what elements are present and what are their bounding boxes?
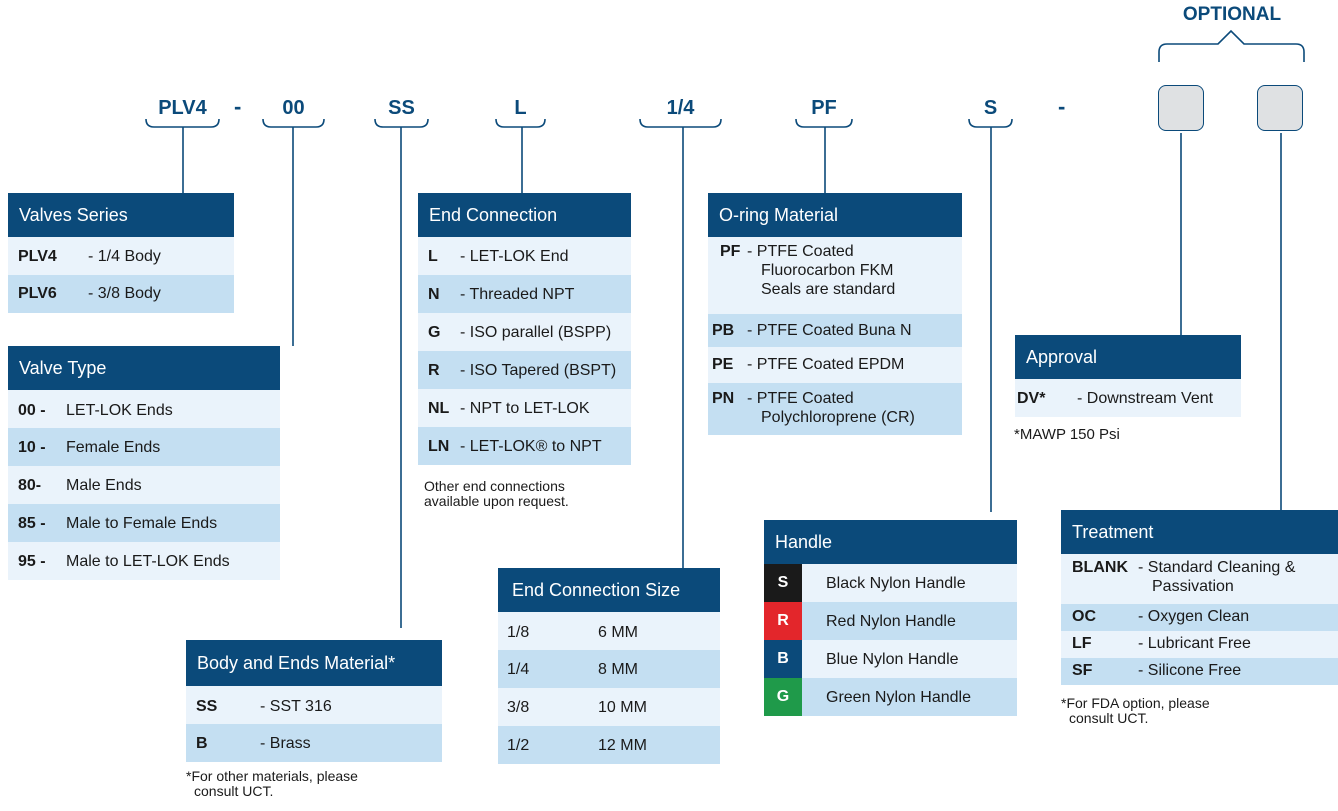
end-connection-title: End Connection xyxy=(418,193,631,237)
handle-swatch-blue: B xyxy=(764,640,802,678)
table-row: R Red Nylon Handle xyxy=(764,602,1017,640)
valve-type-title: Valve Type xyxy=(8,346,280,390)
handle-swatch-black: S xyxy=(764,564,802,602)
table-row: LF - Lubricant Free xyxy=(1061,631,1338,658)
table-row: DV* - Downstream Vent xyxy=(1015,379,1241,417)
table-row: PE - PTFE Coated EPDM xyxy=(708,347,962,383)
valves-series-title: Valves Series xyxy=(8,193,234,237)
valves-series-table xyxy=(8,193,234,313)
valve-type-table xyxy=(8,346,280,580)
end-connection-size-title: End Connection Size xyxy=(498,568,720,612)
handle-table xyxy=(764,520,1017,716)
table-row: S Black Nylon Handle xyxy=(764,564,1017,602)
code-size: 1/4 xyxy=(666,97,695,119)
table-row: N - Threaded NPT xyxy=(418,275,631,313)
table-row: PLV6 - 3/8 Body xyxy=(8,275,234,313)
body-material-note: *For other materials, please consult UCT. xyxy=(186,768,358,799)
table-row: OC - Oxygen Clean xyxy=(1061,604,1338,631)
oring-material-title: O-ring Material xyxy=(708,193,962,237)
end-connection-note: Other end connections available upon request. xyxy=(424,478,569,509)
approval-table xyxy=(1015,335,1241,417)
code-dash-2: - xyxy=(1058,94,1066,119)
code-end-connection: L xyxy=(514,97,527,119)
treatment-table xyxy=(1061,510,1338,685)
table-row: SF - Silicone Free xyxy=(1061,658,1338,685)
code-oring: PF xyxy=(811,97,837,119)
table-row: 85 - Male to Female Ends xyxy=(8,504,280,542)
body-material-title: Body and Ends Material* xyxy=(186,640,442,686)
table-row: PF - PTFE Coated Fluorocarbon FKM Seals are standard xyxy=(708,237,962,314)
treatment-note: *For FDA option, please consult UCT. xyxy=(1061,695,1210,726)
table-row: 3/8 10 MM xyxy=(498,688,720,726)
table-row: PLV4 - 1/4 Body xyxy=(8,237,234,275)
table-row: 95 - Male to LET-LOK Ends xyxy=(8,542,280,580)
code-handle: S xyxy=(983,97,998,119)
handle-swatch-red: R xyxy=(764,602,802,640)
table-row: NL - NPT to LET-LOK xyxy=(418,389,631,427)
table-row: 1/4 8 MM xyxy=(498,650,720,688)
table-row: LN - LET-LOK® to NPT xyxy=(418,427,631,465)
optional-label: OPTIONAL xyxy=(1182,4,1282,25)
table-row: G - ISO parallel (BSPP) xyxy=(418,313,631,351)
oring-material-table xyxy=(708,193,962,435)
table-row: L - LET-LOK End xyxy=(418,237,631,275)
table-row: B - Brass xyxy=(186,724,442,762)
table-row: BLANK - Standard Cleaning & Passivation xyxy=(1061,554,1338,604)
code-dash-1: - xyxy=(234,94,242,119)
end-connection-size-table xyxy=(498,568,720,764)
code-type: 00 xyxy=(282,97,305,119)
end-connection-table xyxy=(418,193,631,465)
table-row: SS - SST 316 xyxy=(186,686,442,724)
table-row: 80- Male Ends xyxy=(8,466,280,504)
code-series: PLV4 xyxy=(158,97,207,119)
handle-title: Handle xyxy=(764,520,1017,564)
table-row: PN - PTFE Coated Polychloroprene (CR) xyxy=(708,383,962,435)
table-row: PB - PTFE Coated Buna N xyxy=(708,314,962,347)
optional-treatment-box xyxy=(1257,85,1303,131)
table-row: 1/8 6 MM xyxy=(498,612,720,650)
handle-swatch-green: G xyxy=(764,678,802,716)
approval-title: Approval xyxy=(1015,335,1241,379)
table-row: G Green Nylon Handle xyxy=(764,678,1017,716)
table-row: 10 - Female Ends xyxy=(8,428,280,466)
table-row: R - ISO Tapered (BSPT) xyxy=(418,351,631,389)
approval-note: *MAWP 150 Psi xyxy=(1014,426,1120,443)
treatment-title: Treatment xyxy=(1061,510,1338,554)
table-row: 00 - LET-LOK Ends xyxy=(8,390,280,428)
table-row: B Blue Nylon Handle xyxy=(764,640,1017,678)
body-material-table xyxy=(186,640,442,762)
code-material: SS xyxy=(388,97,415,119)
optional-approval-box xyxy=(1158,85,1204,131)
table-row: 1/2 12 MM xyxy=(498,726,720,764)
